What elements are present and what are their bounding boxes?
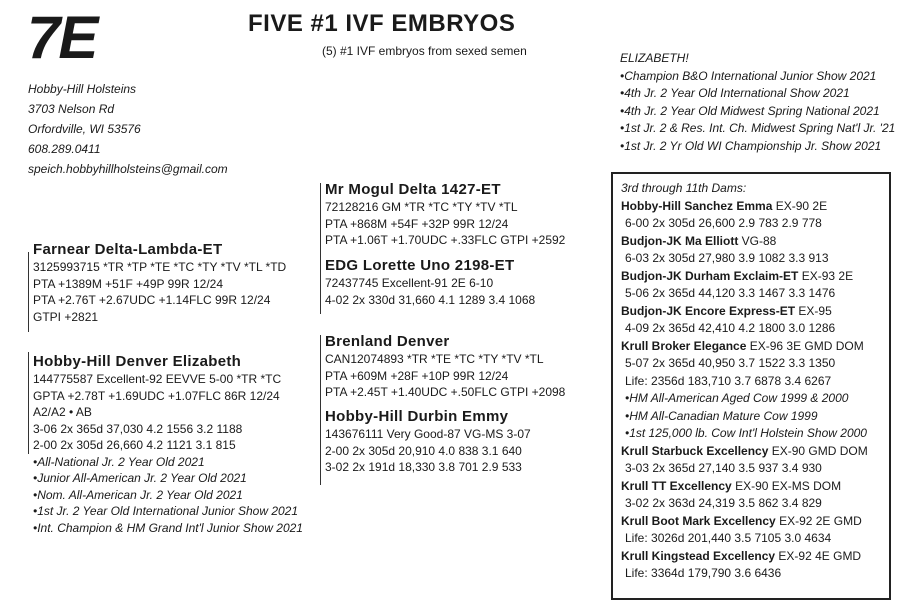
dam-entry-title xyxy=(621,443,889,461)
sire-bracket-line xyxy=(320,183,321,314)
dam-dam-line: 143676111 Very Good-87 VG-MS 3-07 xyxy=(325,427,531,441)
dam-name: Hobby-Hill Denver Elizabeth xyxy=(33,353,242,370)
dam-entry-name: Budjon-JK Ma Elliott xyxy=(621,233,739,248)
dam-line: A2/A2 • AB xyxy=(33,405,92,419)
farm-email: speich.hobbyhillholsteins@gmail.com xyxy=(28,162,228,176)
farm-name: Hobby-Hill Holsteins xyxy=(28,82,137,96)
page-subtitle: (5) #1 IVF embryos from sexed semen xyxy=(322,44,527,58)
dam-entry-record: 3-03 2x 365d 27,140 3.5 937 3.4 930 xyxy=(625,461,822,475)
dam-entry-record: 6-03 2x 305d 27,980 3.9 1082 3.3 913 xyxy=(625,251,829,265)
highlight-item: •1st Jr. 2 Yr Old WI Championship Jr. Show 2021 xyxy=(620,138,882,153)
dam-entry-record: 6-00 2x 305d 26,600 2.9 783 2.9 778 xyxy=(625,216,822,230)
sire-sire-name: Mr Mogul Delta 1427-ET xyxy=(325,181,501,198)
dam-entry-name: Krull Starbuck Excellency xyxy=(621,443,769,458)
dam-entry-title xyxy=(621,198,889,216)
dam-dam-block xyxy=(325,407,531,476)
dams-box-heading: 3rd through 11th Dams: xyxy=(621,181,747,195)
farm-phone: 608.289.0411 xyxy=(28,142,101,156)
dam-entry-title xyxy=(621,268,889,286)
sire-line: 3125993715 *TR *TP *TE *TC *TY *TV *TL *TD xyxy=(33,260,287,274)
dam-bracket-line xyxy=(320,335,321,485)
sire-dam-name: EDG Lorette Uno 2198-ET xyxy=(325,257,515,274)
dam-award: •Nom. All-American Jr. 2 Year Old 2021 xyxy=(33,487,243,502)
dam-line: 3-06 2x 365d 37,030 4.2 1556 3.2 1188 xyxy=(33,421,243,436)
dam-entry-name: Krull Boot Mark Excellency xyxy=(621,513,776,528)
dam-entry-record: Life: 3026d 201,440 3.5 7105 3.0 4634 xyxy=(625,531,832,545)
maternal-dams-box xyxy=(611,172,891,600)
sire-line: GTPI +2821 xyxy=(33,309,99,324)
dams-list xyxy=(621,198,889,583)
farm-city: Orfordville, WI 53576 xyxy=(28,122,141,136)
dam-dam-line: 3-02 2x 191d 18,330 3.8 701 2.9 533 xyxy=(325,460,522,474)
sire-line: PTA +2.76T +2.67UDC +1.14FLC 99R 12/24 xyxy=(33,293,271,307)
dam-line: 2-00 2x 305d 26,660 4.2 1121 3.1 815 xyxy=(33,438,236,452)
dam-award: •Int. Champion & HM Grand Int'l Junior Show 2021 xyxy=(33,520,303,535)
consignor-contact xyxy=(28,79,228,179)
dam-entry-name: Hobby-Hill Sanchez Emma xyxy=(621,198,773,213)
sire-link-line xyxy=(28,252,29,332)
dam-entry-title xyxy=(621,513,889,531)
dam-entry-name: Krull Kingstead Excellency xyxy=(621,548,776,563)
sire-sire-line: 72128216 GM *TR *TC *TY *TV *TL xyxy=(325,200,518,214)
dam-entry-score: EX-95 xyxy=(798,303,832,318)
highlight-item: •4th Jr. 2 Year Old Midwest Spring National 2021 xyxy=(620,103,880,118)
dam-entry-score: EX-92 4E GMD xyxy=(778,548,862,563)
dam-entry-score: EX-90 EX-MS DOM xyxy=(735,478,842,493)
sire-dam-line: 4-02 2x 330d 31,660 4.1 1289 3.4 1068 xyxy=(325,292,536,307)
dam-entry-name: Budjon-JK Durham Exclaim-ET xyxy=(621,268,799,283)
highlight-item: •4th Jr. 2 Year Old International Show 2021 xyxy=(620,86,850,100)
dam-entry-award: •HM All-Canadian Mature Cow 1999 xyxy=(625,408,818,423)
dam-sire-line: PTA +2.45T +1.40UDC +.50FLC GTPI +2098 xyxy=(325,385,566,399)
dam-dam-line: 2-00 2x 305d 20,910 4.0 838 3.1 640 xyxy=(325,443,522,458)
dam-entry-award: •HM All-American Aged Cow 1999 & 2000 xyxy=(625,391,849,405)
dam-entry-score: EX-90 2E xyxy=(775,198,828,213)
dam-block xyxy=(33,352,303,536)
dam-entry-record: Life: 3364d 179,790 3.6 6436 xyxy=(625,566,782,580)
sire-sire-line: PTA +868M +54F +32P 99R 12/24 xyxy=(325,216,509,231)
elizabeth-heading: ELIZABETH! xyxy=(620,51,689,65)
dam-sire-name: Brenland Denver xyxy=(325,333,450,350)
dam-entry-record: 5-07 2x 365d 40,950 3.7 1522 3.3 1350 xyxy=(625,356,836,370)
dam-dam-name: Hobby-Hill Durbin Emmy xyxy=(325,408,509,425)
sire-line: PTA +1389M +51F +49P 99R 12/24 xyxy=(33,276,224,291)
dam-entry-record: 4-09 2x 365d 42,410 4.2 1800 3.0 1286 xyxy=(625,321,836,335)
farm-address: 3703 Nelson Rd xyxy=(28,102,115,116)
dam-entry-score: VG-88 xyxy=(741,233,777,248)
dam-sire-block xyxy=(325,332,565,401)
sire-block xyxy=(33,240,286,325)
highlight-item: •1st Jr. 2 & Res. Int. Ch. Midwest Spring Nat'l Jr. '21 xyxy=(620,121,896,135)
dam-sire-line: PTA +609M +28F +10P 99R 12/24 xyxy=(325,368,509,383)
dam-entry-record: 3-02 2x 363d 24,319 3.5 862 3.4 829 xyxy=(625,496,822,510)
highlight-item: •Champion B&O International Junior Show 2021 xyxy=(620,68,877,83)
dam-entry-title xyxy=(621,233,889,251)
dam-entry-score: EX-96 3E GMD DOM xyxy=(749,338,864,353)
dam-link-line xyxy=(28,352,29,454)
dam-sire-line: CAN12074893 *TR *TE *TC *TY *TV *TL xyxy=(325,352,544,366)
sire-dam-line: 72437745 Excellent-91 2E 6-10 xyxy=(325,276,494,290)
dam-entry-award: •1st 125,000 lb. Cow Int'l Holstein Show 2000 xyxy=(625,426,867,440)
dam-entry-score: EX-93 2E xyxy=(801,268,854,283)
dam-line: GPTA +2.78T +1.69UDC +1.07FLC 86R 12/24 xyxy=(33,388,280,403)
dam-award: •1st Jr. 2 Year Old International Junior Show 2021 xyxy=(33,504,299,518)
dam-award: •All-National Jr. 2 Year Old 2021 xyxy=(33,454,205,469)
dam-entry-name: Krull Broker Elegance xyxy=(621,338,747,353)
dam-entry-name: Budjon-JK Encore Express-ET xyxy=(621,303,796,318)
dam-entry-title xyxy=(621,338,889,356)
dam-entry-title xyxy=(621,548,889,566)
dam-entry-score: EX-90 GMD DOM xyxy=(771,443,868,458)
dam-entry-title xyxy=(621,478,889,496)
sire-sire-block xyxy=(325,180,565,249)
dam-entry-record: Life: 2356d 183,710 3.7 6878 3.4 6267 xyxy=(625,373,832,388)
dam-entry-record: 5-06 2x 365d 44,120 3.3 1467 3.3 1476 xyxy=(625,286,836,300)
page-title: FIVE #1 IVF EMBRYOS xyxy=(248,10,516,37)
sire-dam-block xyxy=(325,256,535,308)
dam-entry-name: Krull TT Excellency xyxy=(621,478,732,493)
elizabeth-highlights xyxy=(620,50,895,155)
sire-name: Farnear Delta-Lambda-ET xyxy=(33,241,223,258)
dam-line: 144775587 Excellent-92 EEVVE 5-00 *TR *TC xyxy=(33,372,282,386)
dam-entry-score: EX-92 2E GMD xyxy=(779,513,862,528)
lot-number: 7E xyxy=(27,4,97,71)
dam-award: •Junior All-American Jr. 2 Year Old 2021 xyxy=(33,471,247,485)
sire-sire-line: PTA +1.06T +1.70UDC +.33FLC GTPI +2592 xyxy=(325,233,566,247)
dam-entry-title xyxy=(621,303,889,321)
